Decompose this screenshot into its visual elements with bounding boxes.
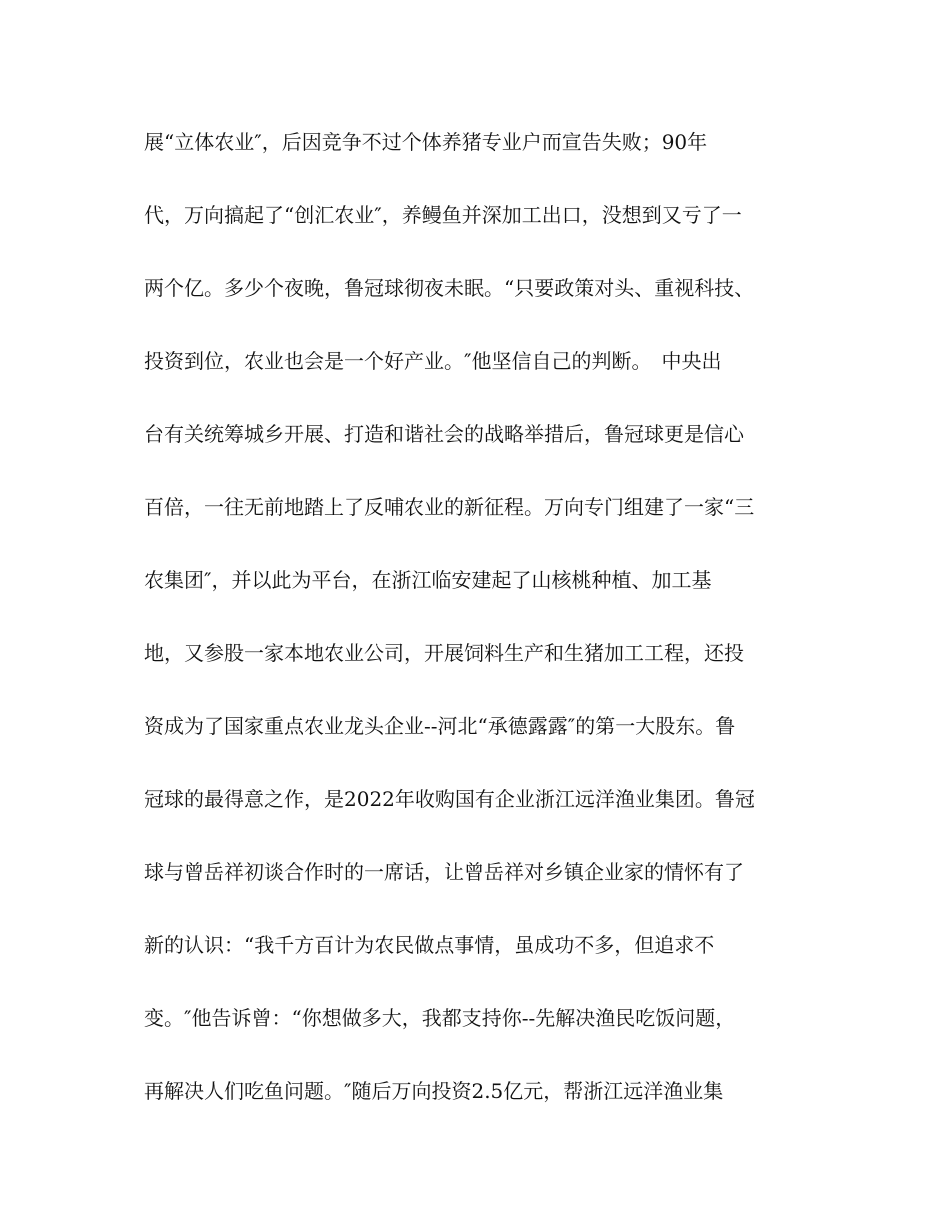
body-text [144,124,814,1146]
text-line-14: 再解决人们吃鱼问题。″随后万向投资2.5亿元，帮浙江远洋渔业集 [144,1079,724,1103]
text-line-1: 展“立体农业″，后因竞争不过个体养猪专业户而宣告失败；90年 [144,130,708,154]
text-line-11: 球与曾岳祥初谈合作时的一席话，让曾岳祥对乡镇企业家的情怀有了 [144,860,744,884]
text-line-4: 投资到位，农业也会是一个好产业。″他坚信自己的判断。 中央出 [144,349,722,373]
text-line-13: 变。″他告诉曾：“你想做多大，我都支持你--先解决渔民吃饭问题， [144,1006,736,1030]
text-line-5: 台有关统筹城乡开展、打造和谐社会的战略举措后，鲁冠球更是信心 [144,422,744,446]
text-line-2: 代，万向搞起了“创汇农业″，养鳗鱼并深加工出口，没想到又亏了一 [144,203,742,227]
text-line-12: 新的认识：“我千方百计为农民做点事情，虽成功不多，但追求不 [144,933,715,957]
text-line-9: 资成为了国家重点农业龙头企业--河北“承德露露″的第一大股东。鲁 [144,714,736,738]
text-line-7: 农集团″，并以此为平台，在浙江临安建起了山核桃种植、加工基 [144,568,712,592]
text-line-6: 百倍，一往无前地踏上了反哺农业的新征程。万向专门组建了一家“三 [144,495,755,519]
text-line-8: 地，又参股一家本地农业公司，开展饲料生产和生猪加工工程，还投 [144,641,744,665]
text-line-3: 两个亿。多少个夜晚，鲁冠球彻夜未眠。“只要政策对头、重视科技、 [144,276,755,300]
text-line-10: 冠球的最得意之作，是2022年收购国有企业浙江远洋渔业集团。鲁冠 [144,787,755,811]
